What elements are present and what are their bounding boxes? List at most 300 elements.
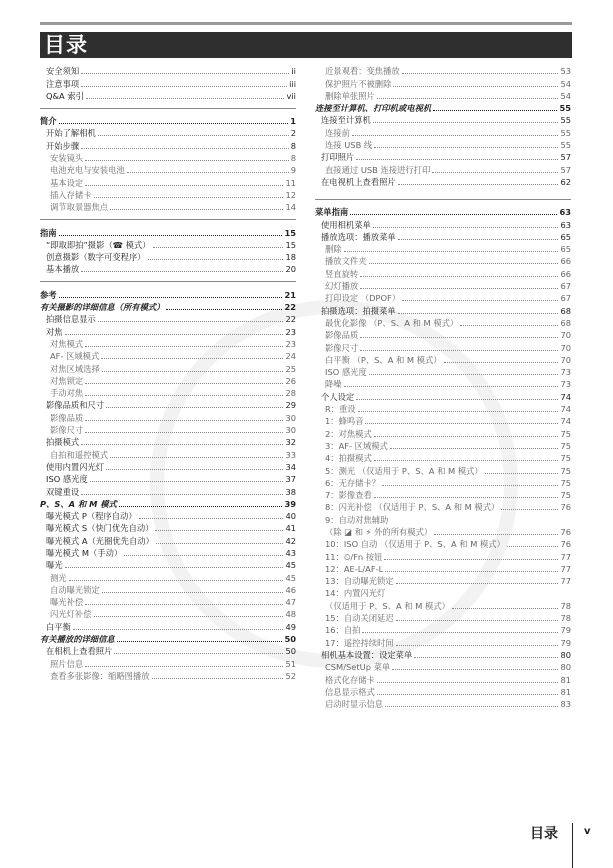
toc-page-number: 65 <box>560 231 571 242</box>
toc-page-number: 81 <box>560 674 571 685</box>
toc-entry-title: 8：闪光补偿 （仅适用于 P、S、A 和 M 模式） <box>325 502 500 513</box>
toc-entry-title: 创意摄影（数字可变程序） <box>46 252 146 263</box>
toc-entry-title: 16：自拍 <box>325 625 361 636</box>
toc-entry[interactable] <box>315 378 571 390</box>
dot-leader <box>460 325 558 326</box>
toc-entry-title: R：重设 <box>325 404 356 415</box>
dot-leader <box>59 123 289 124</box>
toc-page-number: 81 <box>560 686 571 697</box>
toc-page-number: 67 <box>560 293 571 304</box>
toc-entry[interactable] <box>40 485 296 497</box>
toc-page-number: 23 <box>285 338 296 349</box>
toc-page-number: 63 <box>560 219 571 230</box>
toc-entry[interactable] <box>315 538 571 550</box>
toc-entry[interactable] <box>315 77 571 89</box>
toc-entry[interactable] <box>40 522 296 534</box>
toc-entry[interactable] <box>315 661 571 673</box>
toc-page-number: 15 <box>284 227 296 238</box>
toc-entry[interactable] <box>315 218 571 230</box>
toc-entry[interactable] <box>315 243 571 255</box>
toc-entry[interactable] <box>40 201 296 213</box>
toc-entry[interactable] <box>40 461 296 473</box>
toc-left-column <box>40 65 296 682</box>
dot-leader <box>85 383 283 384</box>
toc-page-number: 45 <box>285 560 296 571</box>
footer-divider <box>572 823 573 868</box>
toc-page-number: 50 <box>284 634 296 645</box>
dot-leader <box>501 509 558 510</box>
toc-entry-title: 拍摄信息显示 <box>46 314 96 325</box>
toc-entry-title: 打印照片 <box>321 152 355 163</box>
toc-page-number: 49 <box>285 621 296 632</box>
footer-section-label: 目录 <box>530 826 558 842</box>
dot-leader <box>374 497 559 498</box>
toc-entry-title: 9：自动对焦辅助 <box>325 514 389 525</box>
dot-leader <box>110 457 283 458</box>
toc-entry[interactable] <box>40 338 296 350</box>
toc-entry[interactable] <box>315 231 571 243</box>
toc-entry-title: 降噪 <box>325 379 342 390</box>
dot-leader <box>385 571 558 572</box>
toc-entry[interactable] <box>315 698 571 710</box>
toc-entry-title: 参考 <box>40 289 57 300</box>
dot-leader <box>396 645 559 646</box>
toc-page-number: 79 <box>560 637 571 648</box>
dot-leader <box>81 444 283 445</box>
toc-page-number: 76 <box>560 502 571 513</box>
dot-leader <box>94 197 284 198</box>
toc-entry[interactable] <box>40 164 296 176</box>
toc-page-number: 1 <box>290 116 296 127</box>
section-divider <box>40 213 296 226</box>
toc-page-number: 50 <box>285 646 296 657</box>
dot-leader <box>356 159 558 160</box>
dot-leader <box>432 172 558 173</box>
toc-page-number: 48 <box>285 609 296 620</box>
toc-entry-title: 开始步骤 <box>46 140 80 151</box>
dot-leader <box>433 110 557 111</box>
toc-entry[interactable] <box>315 390 571 402</box>
toc-entry[interactable] <box>40 559 296 571</box>
toc-entry-title: 曝光模式 M（手动） <box>46 547 123 558</box>
toc-section-heading[interactable] <box>40 226 296 238</box>
dot-leader <box>385 706 558 707</box>
toc-entry-title: 6：无存储卡？ <box>325 477 381 488</box>
toc-entry[interactable] <box>40 510 296 522</box>
toc-entry-title: 影像尺寸 <box>50 425 84 436</box>
toc-entry[interactable] <box>315 464 571 476</box>
toc-entry-title: 影像尺寸 <box>325 342 359 353</box>
toc-entry[interactable] <box>40 90 296 102</box>
toc-page-number: 42 <box>285 535 296 546</box>
toc-entry[interactable] <box>315 415 571 427</box>
toc-entry-title: 11：⏲/Fn 按钮 <box>325 551 383 562</box>
toc-entry[interactable] <box>315 612 571 624</box>
toc-page-number: 70 <box>560 330 571 341</box>
toc-entry[interactable] <box>315 366 571 378</box>
toc-entry[interactable] <box>315 65 571 77</box>
toc-page-number: 38 <box>285 486 296 497</box>
dot-leader <box>365 423 558 424</box>
toc-entry[interactable] <box>40 152 296 164</box>
toc-entry-title: 2：对焦模式 <box>325 428 372 439</box>
toc-entry[interactable] <box>40 176 296 188</box>
toc-page-number: 55 <box>560 127 571 138</box>
dot-leader <box>384 559 558 560</box>
toc-entry-title: 曝光补偿 <box>50 597 84 608</box>
dot-leader <box>369 263 559 264</box>
toc-page-number: 45 <box>285 572 296 583</box>
toc-page-number: ii <box>291 66 296 77</box>
top-rule <box>40 22 572 25</box>
toc-page-number: 11 <box>285 177 296 188</box>
toc-entry-title: 调节取景器焦点 <box>50 202 109 213</box>
dot-leader <box>382 485 558 486</box>
toc-entry[interactable] <box>315 513 571 525</box>
toc-page-number: 55 <box>560 140 571 151</box>
toc-page-number: 53 <box>560 66 571 77</box>
dot-leader <box>356 399 558 400</box>
toc-entry[interactable] <box>315 440 571 452</box>
toc-entry[interactable] <box>315 501 571 513</box>
toc-entry-title: 查看多张影像：缩略图播放 <box>50 670 150 681</box>
toc-entry[interactable] <box>315 636 571 648</box>
dot-leader <box>152 678 284 679</box>
toc-entry[interactable] <box>315 575 571 587</box>
dot-leader <box>102 592 284 593</box>
toc-entry[interactable] <box>315 599 571 611</box>
toc-entry-title: 基本设定 <box>50 177 84 188</box>
dot-leader <box>485 473 559 474</box>
dot-leader <box>85 395 283 396</box>
toc-entry-title: 格式化存储卡 <box>325 674 375 685</box>
toc-page-number: 75 <box>560 428 571 439</box>
toc-entry[interactable] <box>315 477 571 489</box>
toc-page-number: 79 <box>560 625 571 636</box>
dot-leader <box>85 604 283 605</box>
toc-entry-title: Q&A 索引 <box>46 90 84 101</box>
toc-entry-title: 3：AF- 区域模式 <box>325 440 388 451</box>
dot-leader <box>507 546 559 547</box>
toc-entry[interactable] <box>315 90 571 102</box>
toc-section-heading[interactable] <box>40 633 296 645</box>
dot-leader <box>360 337 558 338</box>
toc-page-number: 40 <box>285 511 296 522</box>
toc-entry-title: 15：自动关闭延迟 <box>325 613 394 624</box>
toc-page-number: 52 <box>285 670 296 681</box>
toc-page-number: 39 <box>284 498 296 509</box>
toc-entry-title: 插入存储卡 <box>50 189 92 200</box>
toc-entry-title: 连接至计算机、打印机或电视机 <box>315 103 432 114</box>
toc-section-heading[interactable] <box>315 102 571 114</box>
toc-page-number: 30 <box>285 425 296 436</box>
toc-page-number: 22 <box>284 302 296 313</box>
dot-leader <box>110 209 283 210</box>
toc-entry-title: ISO 感光度 <box>325 367 367 378</box>
dot-leader <box>166 309 282 310</box>
toc-section-heading[interactable] <box>40 498 296 510</box>
toc-entry[interactable] <box>315 526 571 538</box>
toc-entry[interactable] <box>315 341 571 353</box>
dot-leader <box>344 251 559 252</box>
dot-leader <box>81 73 289 74</box>
dot-leader <box>373 122 559 123</box>
toc-entry-title: 拍摄模式 <box>46 437 80 448</box>
toc-entry[interactable] <box>40 375 296 387</box>
toc-page-number: 37 <box>285 474 296 485</box>
toc-page-number: 78 <box>560 600 571 611</box>
toc-page-number: 75 <box>560 440 571 451</box>
toc-page-number: vii <box>286 90 296 101</box>
toc-page-number: 55 <box>559 103 571 114</box>
toc-entry[interactable] <box>40 65 296 77</box>
toc-entry-title: 有关摄影的详细信息（所有模式） <box>40 302 165 313</box>
toc-page-number: 75 <box>560 490 571 501</box>
toc-entry[interactable] <box>315 329 571 341</box>
toc-section-heading[interactable] <box>315 206 571 218</box>
dot-leader <box>398 313 559 314</box>
dot-leader <box>392 669 558 670</box>
toc-entry-title: 对焦锁定 <box>50 375 84 386</box>
toc-entry[interactable] <box>40 350 296 362</box>
toc-entry-title: 曝光 <box>46 560 63 571</box>
toc-entry[interactable] <box>315 139 571 151</box>
toc-entry[interactable] <box>40 127 296 139</box>
toc-entry-title: 测光 <box>50 572 67 583</box>
toc-entry[interactable] <box>40 620 296 632</box>
dot-leader <box>85 432 283 433</box>
toc-entry-title: 幻灯播放 <box>325 281 359 292</box>
toc-page-number: 8 <box>290 140 296 151</box>
dot-leader <box>360 276 558 277</box>
toc-entry[interactable] <box>40 571 296 583</box>
dot-leader <box>86 98 285 99</box>
dot-leader <box>98 135 289 136</box>
toc-page-number: iii <box>289 78 296 89</box>
toc-entry-title: 影像品质 <box>325 330 359 341</box>
toc-section-heading[interactable] <box>40 288 296 300</box>
toc-page-number: 26 <box>285 375 296 386</box>
toc-entry-title: 最优化影像 （P、S、A 和 M 模式） <box>325 317 459 328</box>
toc-section-heading[interactable] <box>40 301 296 313</box>
toc-entry[interactable] <box>315 163 571 175</box>
toc-page-number: 74 <box>560 404 571 415</box>
dot-leader <box>452 608 559 609</box>
dot-leader <box>127 172 289 173</box>
dot-leader <box>402 300 558 301</box>
dot-leader <box>90 481 284 482</box>
toc-page-number: 77 <box>560 563 571 574</box>
toc-entry-title: 连接至计算机 <box>321 115 371 126</box>
toc-entry-title: 影像品质 <box>50 412 84 423</box>
toc-entry-title: 在相机上查看照片 <box>46 646 113 657</box>
toc-entry-title: 照片信息 <box>50 658 84 669</box>
toc-entry[interactable] <box>315 114 571 126</box>
toc-entry-title: 5：测光 （仅适用于 P、S、A 和 M 模式） <box>325 465 483 476</box>
toc-entry-title: 对焦区域选择 <box>50 363 100 374</box>
dot-leader <box>114 653 283 654</box>
toc-entry[interactable] <box>315 403 571 415</box>
toc-entry[interactable] <box>315 489 571 501</box>
toc-entry[interactable] <box>40 313 296 325</box>
toc-entry-title: “即取即拍”摄影（☎ 模式） <box>46 239 151 250</box>
toc-entry[interactable] <box>315 176 571 188</box>
dot-leader <box>402 73 559 74</box>
dot-leader <box>374 147 558 148</box>
toc-page-number: 75 <box>560 465 571 476</box>
toc-entry-title: 竖直旋转 <box>325 268 359 279</box>
toc-entry-title: 信息显示格式 <box>325 686 375 697</box>
toc-entry[interactable] <box>40 325 296 337</box>
dot-leader <box>69 580 284 581</box>
dot-leader <box>344 386 559 387</box>
toc-entry[interactable] <box>315 267 571 279</box>
toc-entry-title: 17：遥控持续时间 <box>325 637 394 648</box>
toc-entry[interactable] <box>40 189 296 201</box>
dot-leader <box>373 227 559 228</box>
dot-leader <box>350 214 557 215</box>
dot-leader <box>360 350 558 351</box>
toc-entry[interactable] <box>315 624 571 636</box>
toc-right-column <box>315 65 571 710</box>
toc-entry[interactable] <box>315 255 571 267</box>
toc-page-number: 75 <box>560 477 571 488</box>
toc-entry[interactable] <box>40 547 296 559</box>
dot-leader <box>352 135 559 136</box>
toc-entry[interactable] <box>315 563 571 575</box>
toc-page-number: 66 <box>560 268 571 279</box>
toc-entry[interactable] <box>315 427 571 439</box>
toc-entry[interactable] <box>315 126 571 138</box>
toc-entry[interactable] <box>40 670 296 682</box>
toc-entry-title: 播放文件夹 <box>325 256 367 267</box>
toc-entry[interactable] <box>40 399 296 411</box>
toc-section-heading[interactable] <box>40 115 296 127</box>
toc-entry[interactable] <box>40 584 296 596</box>
dot-leader <box>362 632 558 633</box>
toc-entry-title: 使用内置闪光灯 <box>46 461 105 472</box>
dot-leader <box>101 358 283 359</box>
toc-page-number: 29 <box>285 400 296 411</box>
toc-entry-title: 白平衡 <box>46 621 71 632</box>
toc-entry-title: 双键重设 <box>46 486 80 497</box>
dot-leader <box>81 148 289 149</box>
toc-entry[interactable] <box>315 304 571 316</box>
toc-entry-title: 个人设定 <box>321 391 355 402</box>
toc-entry[interactable] <box>315 280 571 292</box>
toc-page-number: 34 <box>285 461 296 472</box>
dot-leader <box>98 321 284 322</box>
dot-leader <box>106 469 283 470</box>
toc-entry[interactable] <box>315 649 571 661</box>
dot-leader <box>117 641 283 642</box>
dot-leader <box>444 362 559 363</box>
toc-entry-title: 7：影像查看 <box>325 490 372 501</box>
toc-entry-title: 删除单张照片 <box>325 90 375 101</box>
toc-page-number: 43 <box>285 547 296 558</box>
toc-entry-title: （除 ◪ 和 ⚡ 外的所有模式） <box>325 526 433 537</box>
section-divider <box>315 193 571 206</box>
toc-entry[interactable] <box>315 317 571 329</box>
toc-entry-title: 影像品质和尺寸 <box>46 400 105 411</box>
toc-page-number: 8 <box>290 153 296 164</box>
toc-page-number: 73 <box>560 379 571 390</box>
toc-page-number: 22 <box>285 314 296 325</box>
dot-leader <box>85 420 283 421</box>
dot-leader <box>156 543 284 544</box>
toc-entry[interactable] <box>315 292 571 304</box>
toc-entry[interactable] <box>315 354 571 366</box>
toc-entry[interactable] <box>315 550 571 562</box>
toc-entry[interactable] <box>40 424 296 436</box>
dot-leader <box>85 346 283 347</box>
toc-entry[interactable] <box>40 77 296 89</box>
toc-entry[interactable] <box>315 587 571 599</box>
toc-page-number: 21 <box>284 289 296 300</box>
toc-entry[interactable] <box>40 387 296 399</box>
toc-entry-title: 播放选项：播放菜单 <box>321 231 396 242</box>
toc-entry-title: 1：蜂鸣音 <box>325 416 364 427</box>
toc-entry[interactable] <box>40 436 296 448</box>
toc-page-number: 74 <box>560 391 571 402</box>
toc-entry-title: 相机基本设置：设定菜单 <box>321 649 413 660</box>
toc-entry-title: 13：自动曝光锁定 <box>325 576 394 587</box>
toc-entry[interactable] <box>40 645 296 657</box>
toc-page-number: 25 <box>285 363 296 374</box>
toc-entry[interactable] <box>40 608 296 620</box>
toc-entry[interactable] <box>40 239 296 251</box>
dot-leader <box>65 567 284 568</box>
toc-entry-title: 曝光模式 S（快门优先自动） <box>46 523 154 534</box>
toc-entry-title: 手动对焦 <box>50 388 84 399</box>
dot-leader <box>85 185 283 186</box>
toc-entry[interactable] <box>40 263 296 275</box>
dot-leader <box>59 297 283 298</box>
dot-leader <box>393 86 558 87</box>
toc-page-number: 2 <box>290 128 296 139</box>
toc-entry[interactable] <box>40 534 296 546</box>
toc-entry[interactable] <box>40 473 296 485</box>
toc-entry-title: 曝光模式 P（程序自动） <box>46 511 137 522</box>
toc-entry-title: 保护照片不被删除 <box>325 78 392 89</box>
dot-leader <box>155 530 283 531</box>
toc-entry-title: 打印设定 （DPOF） <box>325 293 401 304</box>
dot-leader <box>81 494 283 495</box>
toc-entry[interactable] <box>40 596 296 608</box>
section-divider <box>40 275 296 288</box>
toc-entry[interactable] <box>40 448 296 460</box>
toc-entry[interactable] <box>40 139 296 151</box>
dot-leader <box>377 98 559 99</box>
toc-entry-title: 删除 <box>325 244 342 255</box>
toc-entry[interactable] <box>40 657 296 669</box>
toc-entry[interactable] <box>315 452 571 464</box>
toc-page-number: 68 <box>560 317 571 328</box>
toc-page-number: 66 <box>560 256 571 267</box>
toc-entry-title: 有关播放的详细信息 <box>40 634 115 645</box>
toc-entry[interactable] <box>315 686 571 698</box>
toc-page-number: 74 <box>560 416 571 427</box>
toc-entry[interactable] <box>315 673 571 685</box>
dot-leader <box>102 371 284 372</box>
toc-entry-title: 启动时显示信息 <box>325 699 384 710</box>
dot-leader <box>139 518 284 519</box>
toc-entry[interactable] <box>315 151 571 163</box>
toc-entry[interactable] <box>40 251 296 263</box>
toc-entry[interactable] <box>40 411 296 423</box>
toc-entry[interactable] <box>40 362 296 374</box>
toc-page-number: 57 <box>560 164 571 175</box>
